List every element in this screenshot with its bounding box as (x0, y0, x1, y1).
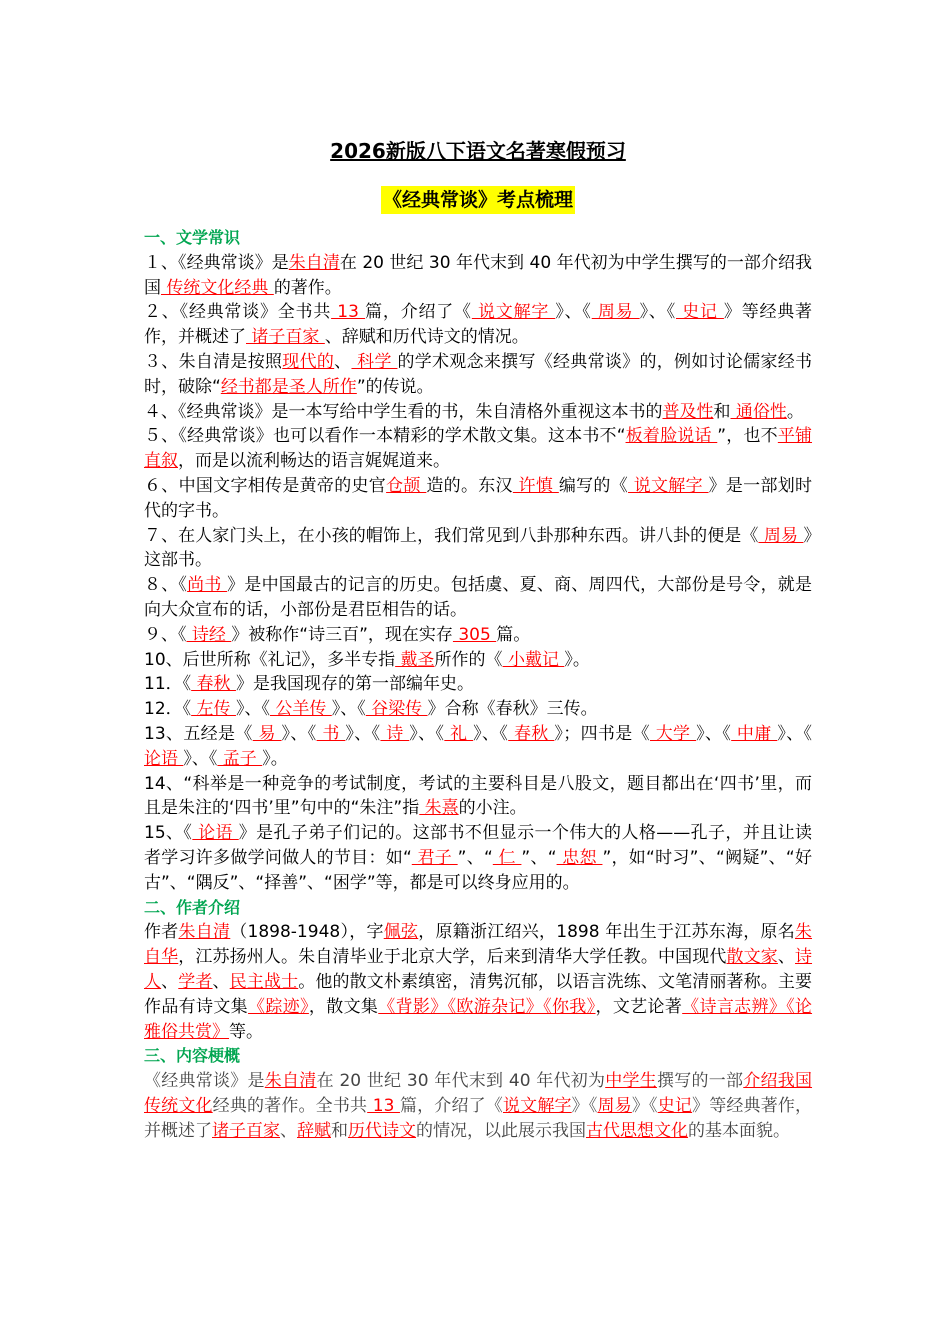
answer-text: 《背影》《欧游杂记》《你我》 (378, 996, 596, 1017)
plain-text: 经典的著作。全书共 (212, 1095, 368, 1116)
plain-text: 》是一部划时代的字书。 (144, 475, 813, 521)
answer-text: 诗人 (144, 947, 813, 992)
plain-text: 》是我国现存的第一部编年史。 (235, 674, 474, 695)
plain-text: 的基本面貌。 (688, 1120, 790, 1141)
question-8 (144, 573, 812, 623)
question-1 (144, 251, 812, 301)
answer-text: 朱自清 (178, 922, 231, 943)
plain-text: 、辞赋和历代诗文的情况。 (324, 327, 529, 348)
question-13 (144, 722, 812, 772)
answer-text: 史记 (675, 302, 724, 323)
plain-text: 》《 (571, 1095, 598, 1116)
answer-text: 说文解字 (628, 475, 709, 496)
question-11 (144, 672, 812, 697)
plain-text: ，散文集 (308, 996, 379, 1017)
question-5 (144, 424, 812, 474)
answer-text: 中学生 (605, 1071, 657, 1092)
answer-text: 许慎 (512, 475, 559, 496)
plain-text: 》、《 (473, 723, 509, 744)
plain-text: 作者 (144, 922, 179, 943)
plain-text: 》这部书。 (144, 525, 812, 571)
plain-text: 10、后世所称《礼记》，多半专指 (144, 649, 396, 670)
plain-text: 11．《 (144, 674, 192, 695)
answer-text: 诗 (380, 723, 410, 744)
plain-text: ”、“ (457, 847, 493, 868)
answer-text: 学者 (178, 971, 213, 992)
answer-text: 朱自清 (288, 252, 340, 273)
answer-text: 书 (316, 723, 346, 744)
plain-text: 》、《 (345, 723, 381, 744)
plain-text: 》合称《春秋》三传。 (427, 699, 598, 720)
plain-text: 。他的散文朴素缜密，清隽沉郁，以语言洗练、文笔清丽著称。主要作品有诗文集 (144, 971, 813, 1017)
document-subtitle: 《经典常谈》考点梳理 (381, 186, 575, 214)
plain-text: ６、中国文字相传是黄帝的史官 (144, 475, 387, 496)
answer-text: 普及性 (662, 401, 714, 422)
plain-text: ，原籍浙江绍兴，1898 年出生于江苏东海，原名 (418, 922, 795, 943)
plain-text: 、 (212, 971, 230, 992)
answer-text: 左传 (191, 699, 236, 720)
answer-text: 《踪迹》 (248, 996, 309, 1017)
plain-text: 、 (161, 971, 179, 992)
plain-text: 。 (786, 401, 804, 422)
plain-text: 》是中国最古的记言的历史。包括虞、夏、商、周四代，大部份是号令，就是向大众宣布的话，小部份是君臣相告的话。 (144, 575, 813, 620)
plain-text: 》等经典著作，并概述了 (144, 302, 813, 348)
plain-text: 造的。东汉 (426, 475, 513, 496)
answer-text: 佩弦 (383, 922, 419, 943)
plain-text: 、 (280, 1120, 297, 1141)
plain-text: 》《 (631, 1095, 658, 1116)
plain-text: ”，如“时习”、“阙疑”、“好古”、“隅反”、“择善”、“困学”等，都是可以终身应用的。 (144, 847, 813, 893)
answer-text: 尚书 (187, 575, 228, 596)
plain-text: ５、《经典常谈》也可以看作一本精彩的学术散文集。这本书不“ (144, 426, 626, 447)
plain-text: 》、《 (555, 302, 592, 323)
answer-text: 谷梁传 (365, 699, 428, 720)
answer-text: 周易 (597, 1095, 632, 1116)
plain-text: ７、在人家门头上，在小孩的帽饰上，我们常见到八卦那种东西。讲八卦的便是《 (144, 525, 759, 546)
section-heading: 一、文学常识 (144, 228, 241, 247)
plain-text: 》被称作“诗三百”，现在实存 (231, 624, 453, 645)
answer-text: 公羊传 (269, 699, 332, 720)
answer-text: 13 (331, 302, 366, 323)
answer-text: 诗经 (186, 624, 232, 645)
plain-text: 15、《 (144, 823, 193, 844)
plain-text: ”，也不 (717, 426, 778, 447)
plain-text: 编写的《 (558, 475, 628, 496)
answer-text: 科学 (351, 351, 398, 372)
document-title: 2026新版八下语文名著寒假预习 (330, 139, 626, 163)
plain-text: 、 (334, 351, 352, 372)
plain-text: 》、《 (235, 699, 270, 720)
answer-text: 礼 (444, 723, 474, 744)
answer-text: 忠恕 (556, 847, 603, 868)
answer-text: 中庸 (731, 723, 778, 744)
plain-text: 撰写的一部 (656, 1071, 744, 1092)
plain-text: 的小注。 (458, 798, 527, 819)
question-12 (144, 697, 812, 722)
plain-text: 在 20 世纪 30 年代末到 40 年代初为中学生撰写的一部介绍我国 (144, 252, 813, 298)
plain-text: 所作的《 (434, 649, 503, 670)
answer-text: 现代的 (282, 351, 335, 372)
answer-text: 戴圣 (395, 649, 435, 670)
answer-text: 说文解字 (471, 302, 556, 323)
plain-text: ，江苏扬州人。朱自清毕业于北京大学，后来到清华大学任教。中国现代 (178, 947, 727, 968)
question-15 (144, 821, 812, 895)
answer-text: 君子 (411, 847, 458, 868)
answer-text: 传统文化经典 (161, 277, 274, 298)
answer-text: 《诗言志辨》《论雅俗共赏》 (144, 996, 813, 1042)
plain-text: 、 (777, 947, 796, 968)
plain-text: 13、五经是《 (144, 723, 253, 744)
plain-text: 的著作。 (273, 277, 342, 298)
plain-text: ，而是以流利畅达的语言娓娓道来。 (178, 451, 450, 472)
answer-text: 305 (452, 624, 497, 645)
question-14 (144, 772, 812, 822)
plain-text: ”的传说。 (356, 376, 434, 397)
plain-text: 》。 (262, 748, 288, 769)
answer-text: 朱自华 (144, 922, 812, 968)
answer-text: 散文家 (726, 947, 778, 968)
plain-text: 》、《 (281, 723, 317, 744)
answer-text: 朱熹 (419, 798, 459, 819)
answer-text: 大学 (649, 723, 697, 744)
subtitle-wrap (144, 186, 812, 214)
answer-text: 民主战士 (229, 971, 299, 992)
answer-text: 通俗性 (730, 401, 787, 422)
section-heading: 三、内容梗概 (144, 1046, 241, 1066)
question-3 (144, 350, 812, 400)
answer-text: 周易 (758, 525, 804, 546)
plain-text: 》。 (564, 649, 590, 670)
answer-text: 春秋 (191, 674, 236, 695)
answer-text: 史记 (657, 1095, 693, 1116)
answer-text: 周易 (591, 302, 640, 323)
plain-text: 的情况，以此展示我国 (416, 1120, 586, 1141)
answer-text: 历代诗文 (348, 1120, 416, 1141)
answer-text: 13 (367, 1095, 400, 1116)
plain-text: 的学术观念来撰写《经典常谈》的，例如讨论儒家经书时，破除“ (144, 351, 813, 397)
answer-text: 平铺直叙 (144, 426, 813, 472)
plain-text: 12．《 (144, 699, 192, 720)
plain-text: 》、《 (331, 699, 366, 720)
plain-text: 《经典常谈》是 (144, 1071, 265, 1092)
plain-text: 》、《 (183, 748, 218, 769)
plain-text: 》是孔子弟子们记的。这部书不但显示一个伟大的人格——孔子，并且让读者学习许多做学问做人的节目：如“ (144, 823, 813, 868)
plain-text: 》、《 (696, 723, 732, 744)
plain-text: 在 20 世纪 30 年代末到 40 年代初为 (316, 1071, 606, 1092)
question-10 (144, 648, 812, 673)
question-4 (144, 400, 812, 425)
answer-text: 诸子百家 (246, 327, 325, 348)
answer-text: 小戴记 (502, 649, 565, 670)
plain-text: 篇，介绍了《 (365, 302, 472, 323)
answer-text: 论语 (192, 823, 239, 844)
plain-text: ”、“ (521, 847, 557, 868)
author-intro (144, 920, 812, 1044)
answer-text: 朱自清 (264, 1071, 317, 1092)
content-summary (144, 1069, 812, 1143)
section-heading: 二、作者介绍 (144, 897, 241, 917)
answer-text: 古代思想文化 (586, 1120, 688, 1141)
plain-text: 》；四书是《 (554, 723, 650, 744)
plain-text: ４、《经典常谈》是一本写给中学生看的书，朱自清格外重视这本书的 (144, 401, 663, 422)
answer-text: 孟子 (217, 748, 263, 769)
question-9 (144, 623, 812, 648)
answer-text: 板着脸说话 (625, 426, 718, 447)
plain-text: 篇，介绍了《 (399, 1095, 503, 1116)
answer-text: 春秋 (508, 723, 555, 744)
question-7 (144, 524, 812, 574)
plain-text: 14、“科举是一种竞争的考试制度，考试的主要科目是八股文，题目都出在‘四书’里，而且是朱注的‘四书’里”句中的“朱注”指 (144, 773, 812, 819)
question-2 (144, 300, 812, 350)
document-body (144, 226, 812, 1143)
plain-text: ９、《 (144, 624, 187, 645)
plain-text: 》、《 (639, 302, 676, 323)
answer-text: 论语 (144, 748, 184, 769)
answer-text: 介绍我国传统文化 (144, 1071, 813, 1116)
plain-text: ，文艺论著 (595, 996, 683, 1017)
plain-text: ８、《 (144, 575, 188, 596)
plain-text: １、《经典常谈》是 (144, 252, 289, 273)
plain-text: ２、《经典常谈》全书共 (144, 302, 332, 323)
plain-text: ３、朱自清是按照 (144, 351, 283, 372)
answer-text: 说文解字 (502, 1095, 572, 1116)
answer-text: 仓颉 (386, 475, 427, 496)
plain-text: 》等经典著作，并概述了 (144, 1095, 813, 1141)
answer-text: 仁 (492, 847, 522, 868)
plain-text: 》、《 (777, 723, 813, 744)
question-6 (144, 474, 812, 524)
answer-text: 经书都是圣人所作 (220, 376, 357, 397)
plain-text: 和 (713, 401, 731, 422)
plain-text: 和 (331, 1120, 348, 1141)
answer-text: 辞赋 (297, 1120, 331, 1141)
plain-text: 》、《 (409, 723, 445, 744)
plain-text: 等。 (229, 1021, 263, 1042)
plain-text: （1898-1948），字 (230, 922, 384, 943)
answer-text: 诸子百家 (212, 1120, 280, 1141)
answer-text: 易 (252, 723, 282, 744)
plain-text: 篇。 (496, 624, 531, 645)
